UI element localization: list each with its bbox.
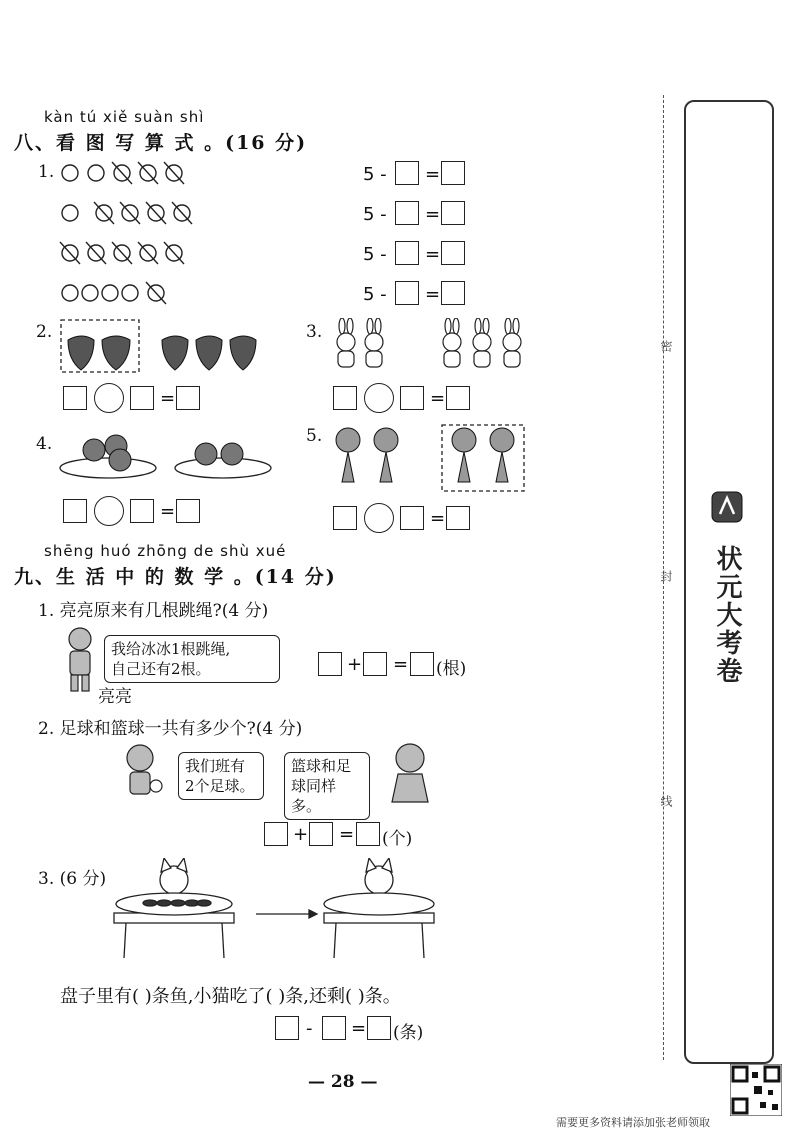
rabbit-icon — [337, 318, 355, 367]
circle-icon — [62, 205, 78, 221]
flower-icon — [490, 428, 514, 482]
answer-box[interactable] — [322, 1016, 346, 1040]
girl-character-icon — [386, 740, 436, 810]
answer-box[interactable] — [400, 506, 424, 530]
circle-icon — [62, 165, 78, 181]
cat-fish-table-figure — [104, 858, 444, 963]
circle-icon — [62, 285, 78, 301]
q1-row2-expr: 5 - — [363, 204, 387, 225]
flower-icon — [452, 428, 476, 482]
apple-icon — [195, 443, 217, 465]
q2-number: 2. — [36, 322, 53, 342]
s9-q1-text: 1. 亮亮原来有几根跳绳?(4 分) — [38, 601, 269, 621]
answer-box[interactable] — [130, 386, 154, 410]
strawberry-icon — [162, 336, 188, 370]
character-name: 亮亮 — [98, 687, 132, 707]
crossed-circles-figure — [58, 158, 208, 308]
plus-sign: + — [293, 824, 309, 845]
q1-row2-eq: = — [425, 204, 441, 225]
operator-circle[interactable] — [94, 383, 124, 413]
flowers-figure — [328, 422, 528, 494]
answer-box[interactable] — [441, 281, 465, 305]
s9-q3-text: 3. (6 分) — [38, 869, 107, 889]
answer-box[interactable] — [395, 201, 419, 225]
strawberry-icon — [68, 336, 94, 370]
q5-number: 5. — [306, 426, 323, 446]
answer-box[interactable] — [446, 506, 470, 530]
table-icon — [114, 913, 234, 958]
s9-q2-text: 2. 足球和篮球一共有多少个?(4 分) — [38, 719, 303, 739]
operator-circle[interactable] — [94, 496, 124, 526]
q1-row1-expr: 5 - — [363, 164, 387, 185]
plus-sign: + — [347, 654, 363, 675]
eq-sign: = — [351, 1018, 367, 1039]
answer-box[interactable] — [333, 386, 357, 410]
unit-label: (条) — [393, 1023, 424, 1043]
answer-box[interactable] — [400, 386, 424, 410]
section8-pinyin: kàn tú xiě suàn shì — [44, 108, 205, 126]
answer-box[interactable] — [410, 652, 434, 676]
table-icon — [324, 913, 434, 958]
rabbit-icon — [365, 318, 383, 367]
eq-sign: = — [339, 824, 355, 845]
eq-sign: = — [393, 654, 409, 675]
answer-box[interactable] — [176, 386, 200, 410]
plate-icon — [324, 893, 434, 915]
q5-eq: = — [430, 508, 446, 529]
q1-row4-expr: 5 - — [363, 284, 387, 305]
strawberry-icon — [230, 336, 256, 370]
q3-eq: = — [430, 388, 446, 409]
answer-box[interactable] — [363, 652, 387, 676]
answer-box[interactable] — [63, 499, 87, 523]
q1-row3-eq: = — [425, 244, 441, 265]
cat-icon — [365, 858, 393, 894]
q1-row3-expr: 5 - — [363, 244, 387, 265]
bubble-line: 我们班有 — [185, 757, 246, 775]
answer-box[interactable] — [395, 161, 419, 185]
q2-eq: = — [160, 388, 176, 409]
rabbit-icon — [503, 318, 521, 367]
qr-code-icon — [730, 1064, 782, 1116]
speech-bubble — [284, 752, 370, 820]
fish-icon — [143, 900, 211, 906]
plate-icon — [60, 458, 156, 478]
answer-box[interactable] — [275, 1016, 299, 1040]
unit-label: (个) — [382, 829, 413, 849]
strawberries-figure — [58, 318, 273, 376]
strawberry-icon — [196, 336, 222, 370]
binding-label-mi: 密 — [659, 340, 673, 352]
answer-box[interactable] — [176, 499, 200, 523]
arrow-icon — [256, 910, 317, 918]
answer-box[interactable] — [264, 822, 288, 846]
unit-label: (根) — [436, 659, 467, 679]
operator-circle[interactable] — [364, 503, 394, 533]
rabbit-icon — [473, 318, 491, 367]
apple-icon — [221, 443, 243, 465]
operator-circle[interactable] — [364, 383, 394, 413]
circle-icon — [82, 285, 98, 301]
q1-row4-eq: = — [425, 284, 441, 305]
circle-icon — [122, 285, 138, 301]
answer-box[interactable] — [333, 506, 357, 530]
answer-box[interactable] — [63, 386, 87, 410]
apple-icon — [109, 449, 131, 471]
answer-box[interactable] — [309, 822, 333, 846]
minus-sign: - — [306, 1018, 313, 1039]
section8-title: 八、看 图 写 算 式 。(16 分) — [14, 132, 308, 154]
speech-bubble — [178, 752, 264, 800]
bubble-line: 2个足球。 — [185, 777, 255, 795]
footer-note: 需要更多资料请添加张老师领取 — [556, 1116, 710, 1129]
apple-icon — [83, 439, 105, 461]
circle-icon — [102, 285, 118, 301]
q1-row1-eq: = — [425, 164, 441, 185]
answer-box[interactable] — [441, 201, 465, 225]
binding-label-feng: 封 — [659, 570, 673, 582]
section9-title: 九、生 活 中 的 数 学 。(14 分) — [14, 566, 337, 588]
circle-icon — [88, 165, 104, 181]
q1-number: 1. — [38, 162, 55, 182]
flower-icon — [374, 428, 398, 482]
answer-box[interactable] — [395, 281, 419, 305]
boy-with-ball-icon — [118, 742, 166, 806]
bubble-line: 球同样多。 — [291, 777, 337, 815]
rabbit-icon — [443, 318, 461, 367]
apples-on-plates-figure — [58, 430, 278, 485]
strawberry-icon — [102, 336, 130, 370]
answer-box[interactable] — [441, 161, 465, 185]
q4-number: 4. — [36, 434, 53, 454]
s9-q3-sentence: 盘子里有( )条鱼,小猫吃了( )条,还剩( )条。 — [60, 986, 401, 1007]
flower-icon — [336, 428, 360, 482]
answer-box[interactable] — [446, 386, 470, 410]
section9-pinyin: shēng huó zhōng de shù xué — [44, 542, 287, 560]
q4-eq: = — [160, 501, 176, 522]
answer-box[interactable] — [130, 499, 154, 523]
brand-logo-icon — [710, 490, 744, 524]
brand-title: 状元大考卷 — [712, 545, 742, 685]
cat-icon — [160, 858, 188, 894]
answer-box[interactable] — [318, 652, 342, 676]
page-number: — 28 — — [308, 1072, 378, 1092]
bubble-line: 自己还有2根。 — [111, 660, 211, 678]
rabbits-figure — [326, 318, 536, 376]
answer-box[interactable] — [441, 241, 465, 265]
answer-box[interactable] — [367, 1016, 391, 1040]
bubble-line: 我给冰冰1根跳绳, — [111, 640, 231, 658]
binding-label-xian: 线 — [659, 795, 673, 807]
q3-number: 3. — [306, 322, 323, 342]
bubble-line: 篮球和足 — [291, 757, 352, 775]
answer-box[interactable] — [356, 822, 380, 846]
answer-box[interactable] — [395, 241, 419, 265]
speech-bubble — [104, 635, 280, 683]
